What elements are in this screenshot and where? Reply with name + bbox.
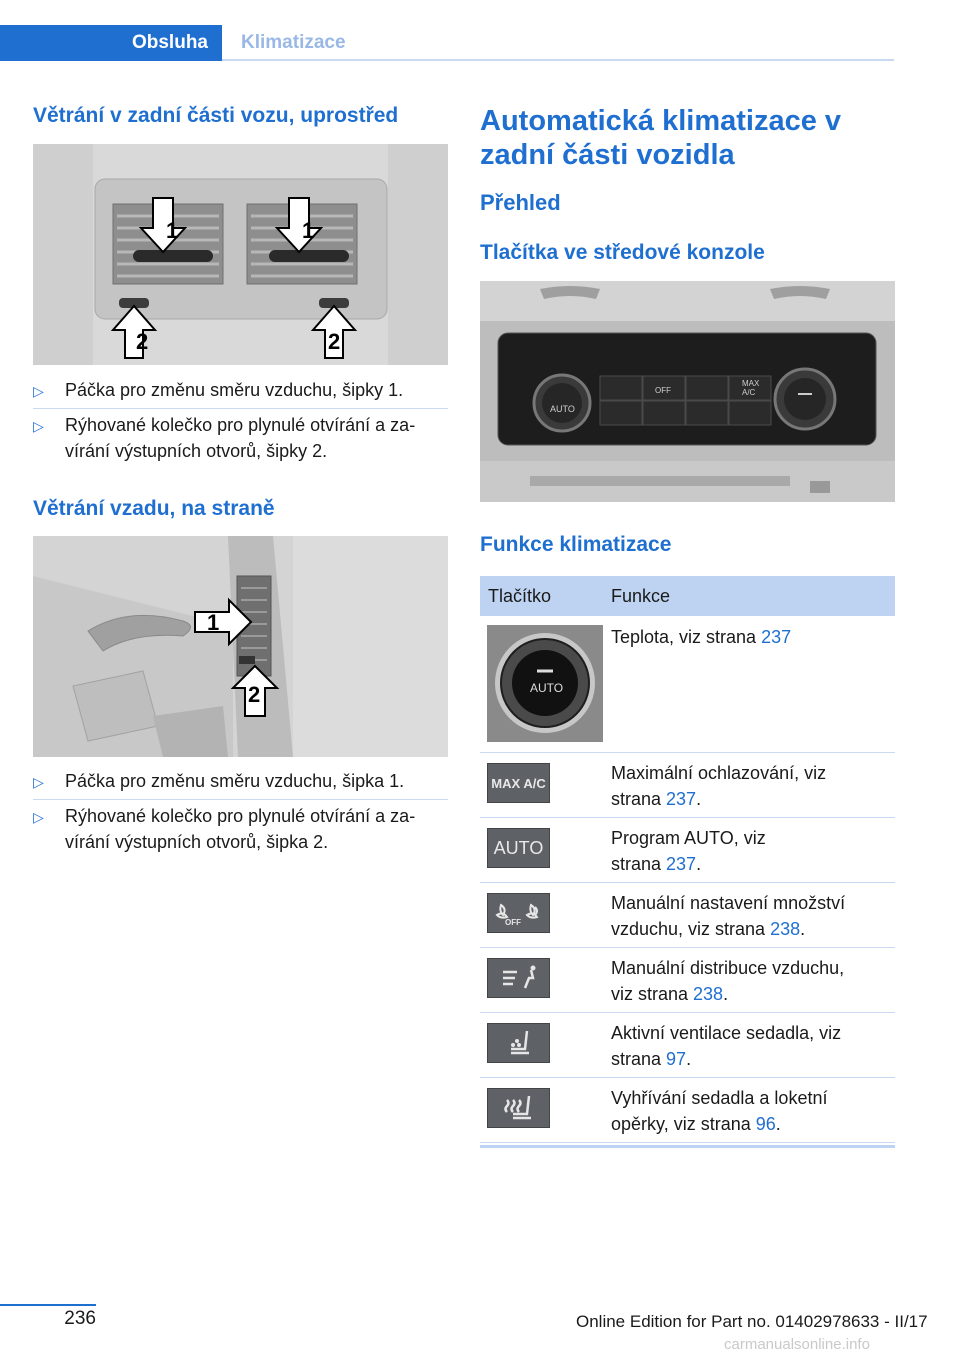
bullet-marker-icon: ▷: [33, 383, 44, 399]
col-header-function: Funkce: [611, 586, 671, 606]
fan-off-label: OFF: [504, 918, 521, 927]
subtitle-prehled: Přehled: [480, 190, 561, 215]
function-text: Maximální ochlazování, viz strana 237.: [611, 763, 827, 809]
bullet-marker-icon: ▷: [33, 418, 44, 434]
page-title-line2: zadní části vozidla: [480, 139, 735, 171]
page-title-line1: Automatická klimatizace v: [480, 105, 842, 137]
edition-note: Online Edition for Part no. 01402978633 - II/17: [576, 1312, 928, 1331]
callout-2a: 2: [136, 329, 149, 354]
callout-2: 2: [248, 682, 261, 707]
table-row: [480, 882, 895, 948]
table-caption: Funkce klimatizace: [480, 533, 672, 556]
page-link[interactable]: 237: [666, 854, 697, 874]
seat-heating-icon: [487, 1088, 550, 1128]
page-link[interactable]: 238: [693, 984, 724, 1004]
bullet-separator: [33, 408, 448, 409]
rear-center-vents-photo: [33, 144, 448, 365]
header-tabs: [0, 25, 894, 61]
section-title-rear-side-vents: Větrání vzadu, na straně: [33, 497, 275, 520]
callout-1a: 1: [166, 218, 179, 243]
max-ac-icon: MAX A/C: [487, 763, 550, 803]
page-link[interactable]: 96: [755, 1114, 776, 1134]
temperature-knob-icon: [487, 625, 603, 742]
callout-1: 1: [207, 610, 220, 635]
page-link[interactable]: 237: [666, 789, 697, 809]
air-distribution-icon: [487, 958, 550, 998]
tab-underline: [222, 59, 894, 61]
function-text: Program AUTO, viz strana 237.: [611, 828, 766, 874]
col-header-button: Tlačítko: [488, 586, 552, 606]
bullet-marker-icon: ▷: [33, 774, 44, 790]
panel-auto-label: AUTO: [550, 404, 575, 414]
tab-klimatizace[interactable]: Klimatizace: [241, 32, 346, 53]
table-row: [480, 1012, 895, 1078]
center-console-photo: [480, 281, 895, 502]
bullet-marker-icon: ▷: [33, 809, 44, 825]
panel-off-label: OFF: [655, 386, 671, 395]
auto-button-icon: AUTO: [487, 828, 550, 868]
knob-auto-label: AUTO: [530, 681, 564, 695]
bullet-separator: [33, 799, 448, 800]
table-row: [480, 947, 895, 1013]
panel-max-label: MAX: [742, 379, 760, 388]
function-text: Vyhřívání sedadla a loketní opěrky, viz strana 96.: [611, 1088, 828, 1134]
table-header: [480, 576, 895, 616]
panel-ac-label: A/C: [742, 388, 756, 397]
tab-obsluha[interactable]: Obsluha: [0, 25, 222, 61]
table-row: [480, 616, 895, 753]
table-row: [480, 752, 895, 818]
section-title-rear-center-vents: Větrání v zadní části vozu, uprostřed: [33, 104, 399, 127]
page-number-rule: [0, 1304, 96, 1306]
table-row: [480, 1077, 895, 1143]
callout-2b: 2: [328, 329, 341, 354]
page-link[interactable]: 97: [666, 1049, 687, 1069]
function-text: Manuální distribuce vzduchu, viz strana 238.: [611, 958, 845, 1004]
page-number: 236: [64, 1308, 96, 1329]
page-link[interactable]: 237: [761, 627, 792, 647]
table-row: [480, 817, 895, 883]
page-link[interactable]: 238: [770, 919, 801, 939]
seat-ventilation-icon: [487, 1023, 550, 1063]
function-text: Manuální nastavení množství vzduchu, viz strana 238.: [611, 893, 846, 939]
function-text: Aktivní ventilace sedadla, viz strana 97.: [611, 1023, 842, 1069]
subsection-console-buttons: Tlačítka ve středové konzole: [480, 241, 765, 264]
fan-speed-icon: [487, 893, 550, 933]
table-end-rule: [480, 1145, 895, 1148]
function-text: Teplota, viz strana 237: [611, 627, 792, 647]
callout-1b: 1: [302, 218, 315, 243]
rear-side-vents-photo: [33, 536, 448, 757]
watermark: carmanualsonline.info: [724, 1336, 870, 1353]
